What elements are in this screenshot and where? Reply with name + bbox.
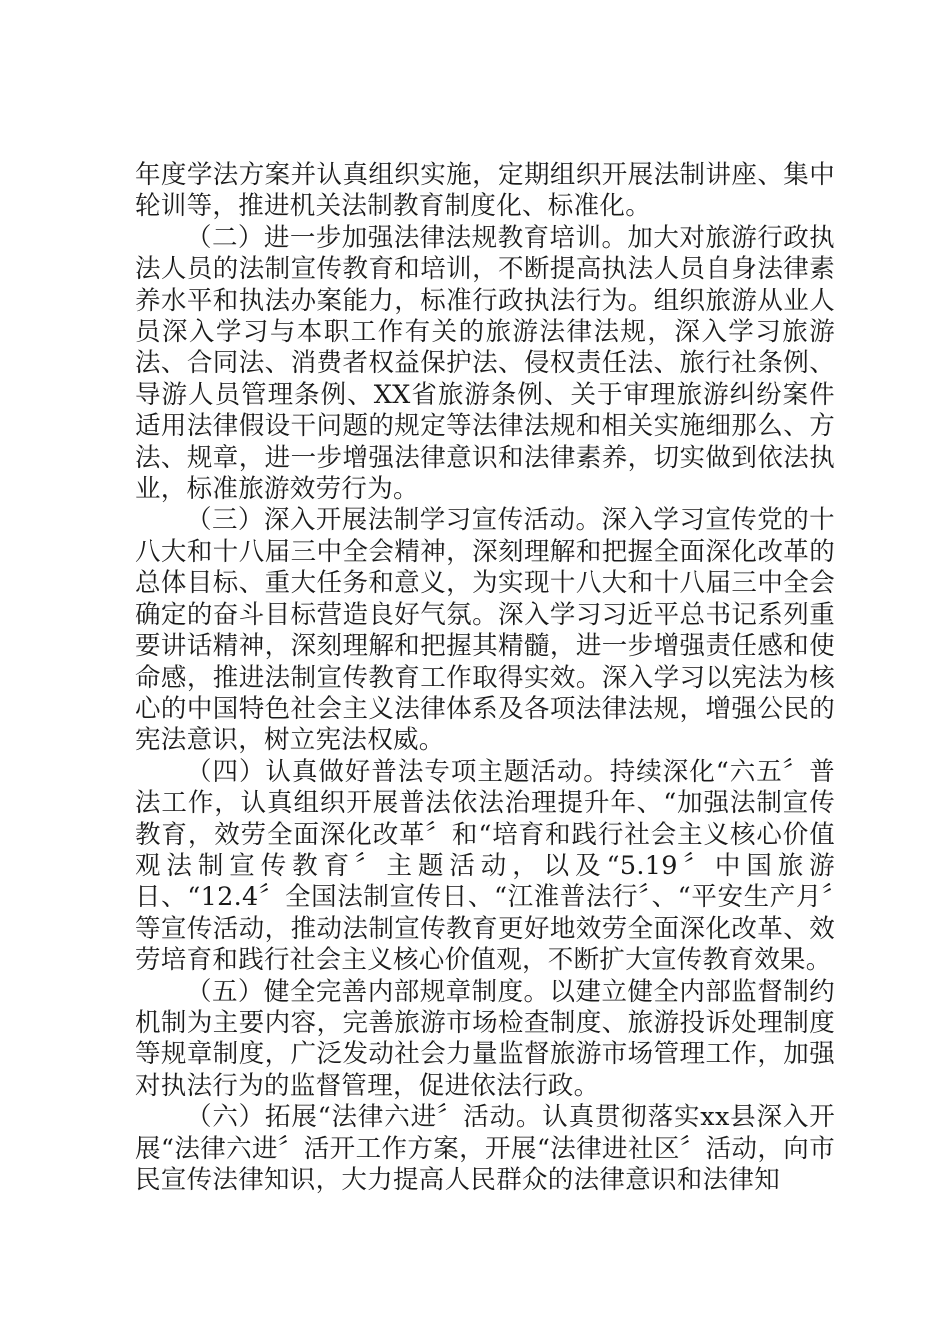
paragraph-section-2: （二）进一步加强法律法规教育培训。加大对旅游行政执法人员的法制宣传教育和培训，不断提高执法人员自身法律素养水平和执法办案能力，标准行政执法行为。组织旅游从业人员深入学习与本职工作有关的旅游法律法规，深入学习旅游法、合同法、消费者权益保护法、侵权责任法、旅行社条例、导游人员管理条例、XX省旅游条例、关于审理旅游纠纷案件适用法律假设干问题的规定等法律法规和相关实施细那么、方法、规章，进一步增强法律意识和法律素养，切实做到依法执业，标准旅游效劳行为。 [135,222,835,505]
paragraph-section-6: （六）拓展“法律六进〞活动。认真贯彻落实xx县深入开展“法律六进〞活开工作方案，开展“法律进社区〞活动，向市民宣传法律知识，大力提高人民群众的法律意识和法律知 [135,1102,835,1195]
document-body [135,160,835,1196]
paragraph-section-4: （四）认真做好普法专项主题活动。持续深化“六五〞普法工作，认真组织开展普法依法治理提升年、“加强法制宣传教育，效劳全面深化改革〞和“培育和践行社会主义核心价值观法制宣传教育〞主题活动，以及“5.19〞中国旅游日、“12.4〞全国法制宣传日、“江淮普法行〞、“平安生产月〞等宣传活动，推动法制宣传教育更好地效劳全面深化改革、效劳培育和践行社会主义核心价值观，不断扩大宣传教育效果。 [135,756,835,976]
paragraph-section-5: （五）健全完善内部规章制度。以建立健全内部监督制约机制为主要内容，完善旅游市场检查制度、旅游投诉处理制度等规章制度，广泛发动社会力量监督旅游市场管理工作，加强对执法行为的监督管理，促进依法行政。 [135,976,835,1101]
paragraph-section-3: （三）深入开展法制学习宣传活动。深入学习宣传党的十八大和十八届三中全会精神，深刻理解和把握全面深化改革的总体目标、重大任务和意义，为实现十八大和十八届三中全会确定的奋斗目标营造良好气氛。深入学习习近平总书记系列重要讲话精神，深刻理解和把握其精髓，进一步增强责任感和使命感，推进法制宣传教育工作取得实效。深入学习以宪法为核心的中国特色社会主义法律体系及各项法律法规，增强公民的宪法意识，树立宪法权威。 [135,505,835,756]
paragraph-continuation: 年度学法方案并认真组织实施，定期组织开展法制讲座、集中轮训等，推进机关法制教育制度化、标准化。 [135,160,835,222]
